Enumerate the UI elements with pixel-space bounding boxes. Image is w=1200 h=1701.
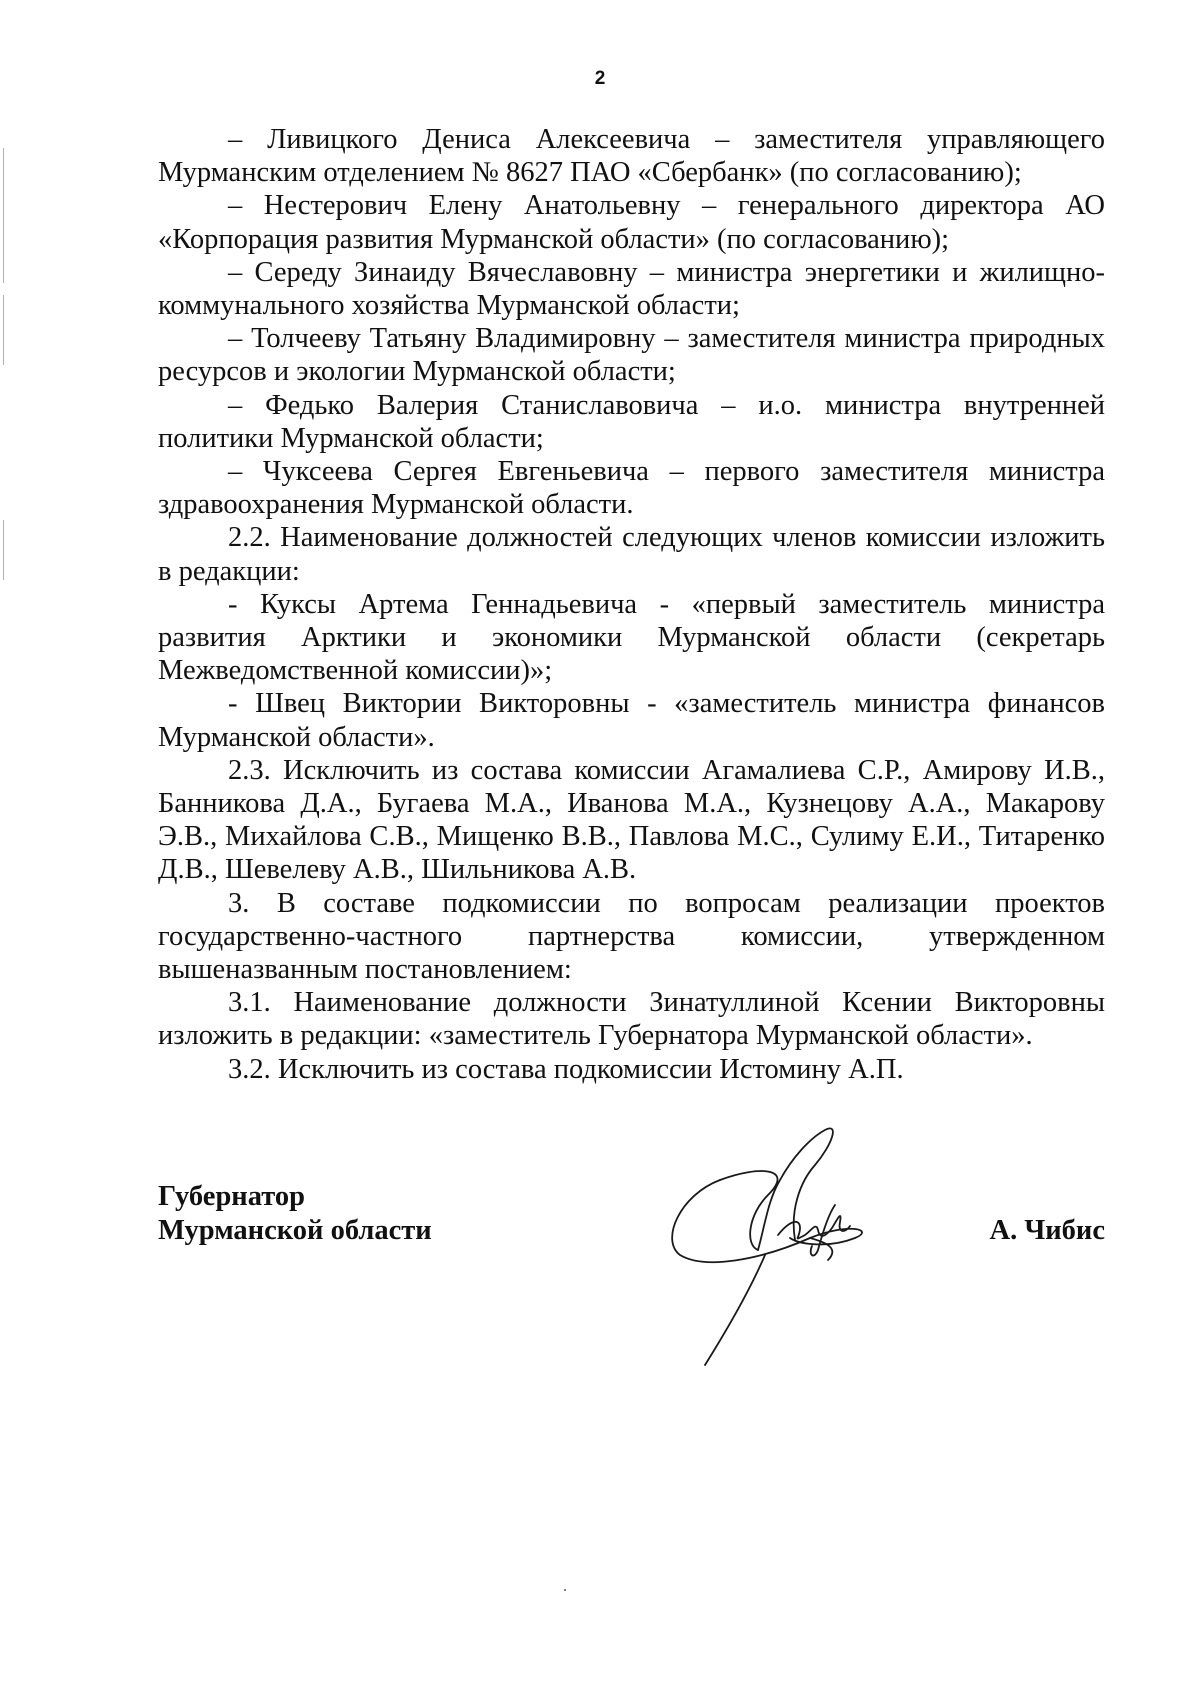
signatory-position-line: Губернатор — [158, 1181, 305, 1212]
paragraph: 3.2. Исключить из состава подкомиссии Истомину А.П. — [228, 1053, 904, 1085]
document-body — [158, 123, 1105, 1086]
paragraph: 3.1. Наименование должности Зинатуллиной Ксении Викторовны изложить в редакции: «заместитель Губернатора Мурманской области». — [158, 987, 1105, 1052]
scan-edge-mark — [3, 148, 4, 283]
scan-edge-mark — [3, 295, 4, 365]
page-number: 2 — [594, 68, 606, 89]
paragraph: – Федько Валерия Станиславовича – и.о. министра внутренней политики Мурманской области; — [158, 389, 1105, 454]
paragraph: – Середу Зинаиду Вячеславовну – министра энергетики и жилищно-коммунального хозяйства Мурманской области; — [158, 256, 1105, 322]
paragraph: 2.2. Наименование должностей следующих членов комиссии изложить в редакции: — [158, 522, 1105, 587]
signatory-name: А. Чибис — [989, 1215, 1105, 1246]
signatory-position-line: Мурманской области — [158, 1215, 432, 1246]
paragraph: 2.3. Исключить из состава комиссии Агамалиева С.Р., Амирову И.В., Банникова Д.А., Бугаева М.А., Иванова М.А., Кузнецову А.А., Макарову Э.В., Михайлова С.В., Мищенко В.В., Павлова М.С., Сулиму Е.И., Титаренко Д.В., Шевелеву А.В., Шильникова А.В. — [158, 754, 1105, 886]
scan-edge-mark — [3, 520, 4, 580]
paragraph: – Толчееву Татьяну Владимировну – заместителя министра природных ресурсов и экологии Мурманской области; — [158, 323, 1105, 388]
handwritten-signature — [650, 1110, 910, 1370]
signatory-position — [158, 1180, 432, 1248]
scan-speck — [564, 1589, 566, 1591]
paragraph: – Нестерович Елену Анатольевну – генерального директора АО «Корпорация развития Мурманской области» (по согласованию); — [158, 190, 1105, 255]
paragraph: - Куксы Артема Геннадьевича - «первый заместитель министра развития Арктики и экономики Мурманской области (секретарь Межведомственной комиссии)»; — [158, 588, 1105, 687]
paragraph: – Ливицкого Дениса Алексеевича – заместителя управляющего Мурманским отделением № 8627 ПАО «Сбербанк» (по согласованию); — [158, 124, 1105, 189]
paragraph: – Чуксеева Сергея Евгеньевича – первого заместителя министра здравоохранения Мурманской области. — [158, 456, 1105, 521]
paragraph: - Швец Виктории Викторовны - «заместитель министра финансов Мурманской области». — [158, 688, 1105, 753]
paragraph: 3. В составе подкомиссии по вопросам реализации проектов государственно-частного партнерства комиссии, утвержденном вышеназванным постановлением: — [158, 887, 1105, 986]
